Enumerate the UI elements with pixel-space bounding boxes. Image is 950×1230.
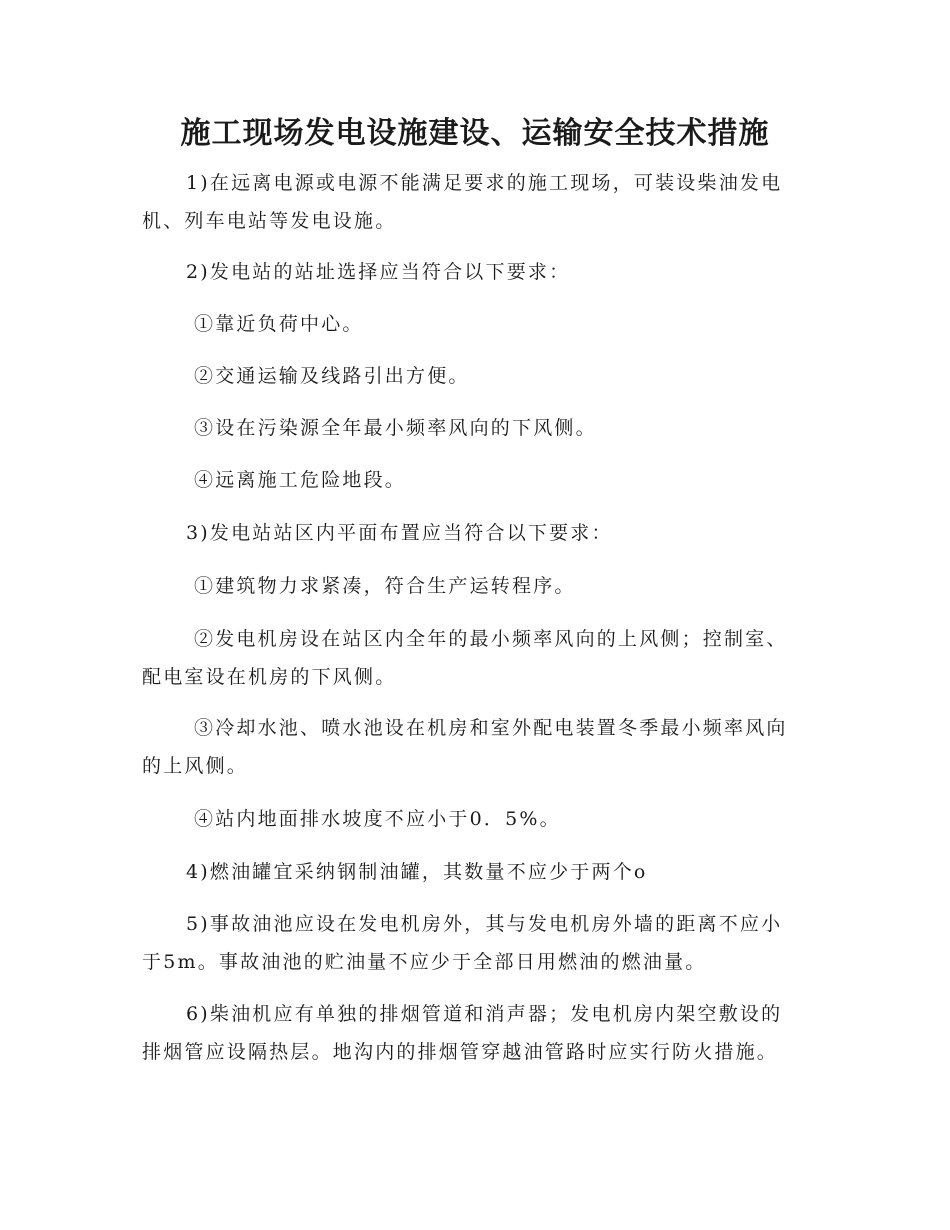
paragraph-6 (142, 995, 810, 1071)
paragraph-3 (142, 514, 810, 552)
paragraph-line: ①建筑物力求紧凑，符合生产运转程序。 (194, 575, 576, 597)
list-item-4 (142, 461, 810, 499)
paragraph-line: 6)柴油机应有单独的排烟管道和消声器；发电机房内架空敷设的 (186, 1003, 783, 1025)
list-item-1 (142, 305, 810, 343)
paragraph-line: ③设在污染源全年最小频率风向的下风侧。 (194, 417, 597, 439)
document-title: 施工现场发电设施建设、运输安全技术措施 (180, 116, 770, 151)
paragraph-line: 1)在远离电源或电源不能满足要求的施工现场，可装设柴油发电 (186, 172, 783, 194)
list-item-7 (142, 709, 810, 785)
paragraph-line: 排烟管应设隔热层。地沟内的排烟管穿越油管路时应实行防火措施。 (142, 1041, 779, 1063)
paragraph-line: ②发电机房设在站区内全年的最小频率风向的上风侧；控制室、 (194, 628, 788, 650)
paragraph-line: ④远离施工危险地段。 (194, 469, 407, 491)
paragraph-line: 5)事故油池应设在发电机房外，其与发电机房外墙的距离不应小 (186, 913, 783, 935)
paragraph-line: ①靠近负荷中心。 (194, 313, 364, 335)
paragraph-5 (142, 905, 810, 981)
list-item-6 (142, 620, 810, 696)
paragraph-line: 4)燃油罐宜采纳钢制油罐，其数量不应少于两个o (186, 861, 648, 883)
list-item-5 (142, 567, 810, 605)
paragraph-1 (142, 164, 810, 240)
paragraph-line: 2)发电站的站址选择应当符合以下要求： (186, 261, 571, 283)
paragraph-4 (142, 853, 810, 891)
paragraph-line: 配电室设在机房的下风侧。 (142, 666, 397, 688)
paragraph-line: ③冷却水池、喷水池设在机房和室外配电装置冬季最小频率风向 (194, 717, 788, 739)
paragraph-line: 3)发电站站区内平面布置应当符合以下要求： (186, 522, 613, 544)
list-item-2 (142, 357, 810, 395)
list-item-8 (142, 800, 810, 838)
list-item-3 (142, 409, 810, 447)
paragraph-line: 于5m。事故油池的贮油量不应少于全部日用燃油的燃油量。 (142, 951, 707, 973)
paragraph-2 (142, 253, 810, 291)
paragraph-line: ②交通运输及线路引出方便。 (194, 365, 470, 387)
paragraph-line: ④站内地面排水坡度不应小于0．5%。 (194, 808, 561, 830)
paragraph-line: 的上风侧。 (142, 755, 249, 777)
paragraph-line: 机、列车电站等发电设施。 (142, 210, 397, 232)
